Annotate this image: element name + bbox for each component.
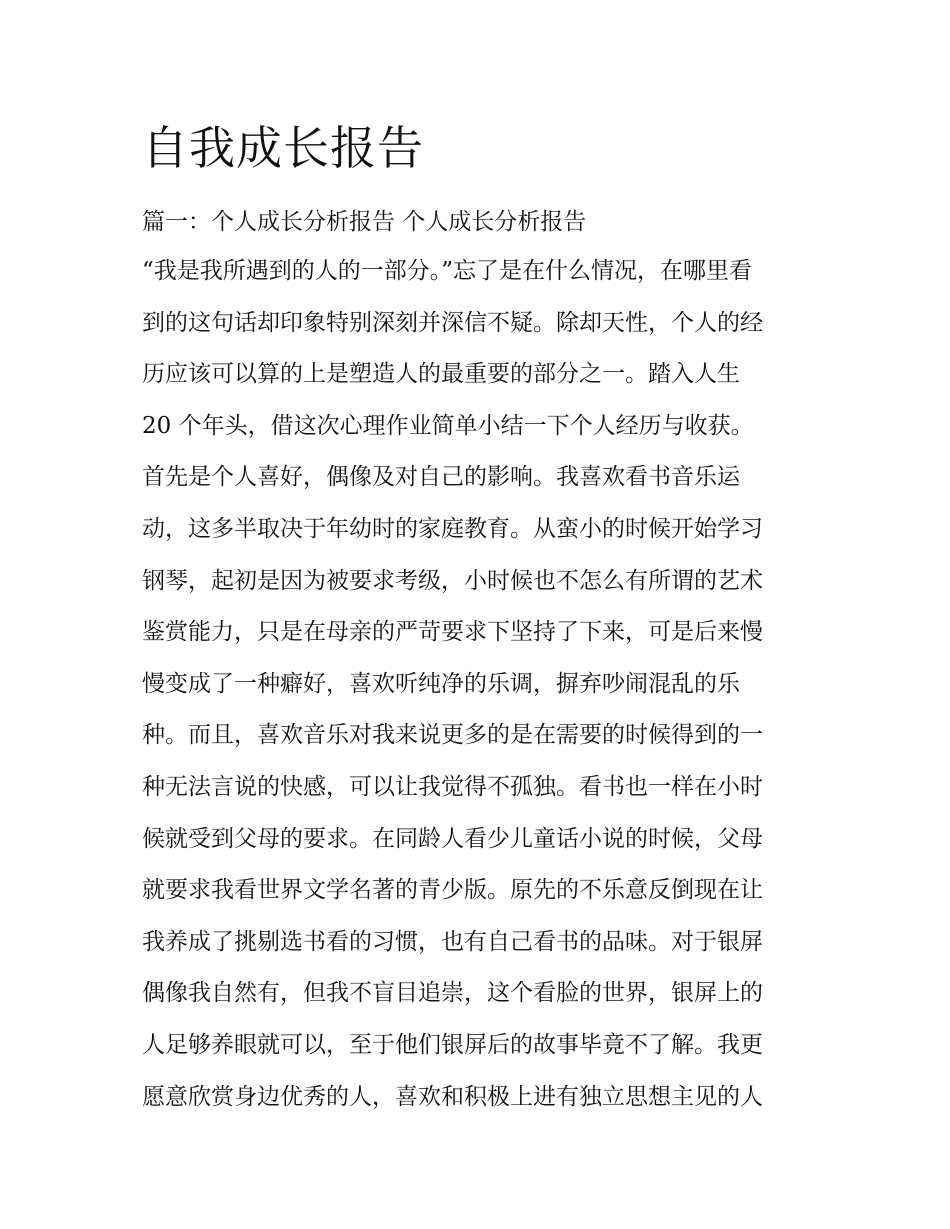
paragraph-line: 慢变成了一种癖好，喜欢听纯净的乐调，摒弃吵闹混乱的乐 [142, 670, 740, 697]
paragraph-line: 首先是个人喜好，偶像及对自己的影响。我喜欢看书音乐运 [142, 464, 740, 491]
paragraph-line: 候就受到父母的要求。在同龄人看少儿童话小说的时候，父母 [142, 825, 763, 852]
paragraph-line: 愿意欣赏身边优秀的人，喜欢和积极上进有独立思想主见的人 [142, 1083, 763, 1110]
paragraph-line: 历应该可以算的上是塑造人的最重要的部分之一。踏入人生 [142, 361, 740, 388]
paragraph-line: 钢琴，起初是因为被要求考级，小时候也不怎么有所谓的艺术 [142, 567, 763, 594]
document-title: 自我成长报告 [142, 121, 424, 175]
paragraph-line: 到的这句话却印象特别深刻并深信不疑。除却天性，个人的经 [142, 309, 763, 336]
paragraph-line: 20 个年头，借这次心理作业简单小结一下个人经历与收获。 [142, 412, 754, 439]
paragraph-line: 就要求我看世界文学名著的青少版。原先的不乐意反倒现在让 [142, 877, 763, 904]
paragraph-line: 人足够养眼就可以，至于他们银屏后的故事毕竟不了解。我更 [142, 1031, 763, 1058]
paragraph-line: 偶像我自然有，但我不盲目追崇，这个看脸的世界，银屏上的 [142, 980, 763, 1007]
paragraph-line: 鉴赏能力，只是在母亲的严苛要求下坚持了下来，可是后来慢 [142, 619, 763, 646]
paragraph-line: “我是我所遇到的人的一部分。”忘了是在什么情况，在哪里看 [142, 258, 753, 284]
document-body [142, 198, 822, 1123]
paragraph-line: 种无法言说的快感，可以让我觉得不孤独。看书也一样在小时 [142, 773, 763, 800]
paragraph-line: 种。而且，喜欢音乐对我来说更多的是在需要的时候得到的一 [142, 722, 763, 749]
section-heading: 篇一：个人成长分析报告 个人成长分析报告 [142, 209, 587, 235]
paragraph-line: 动，这多半取决于年幼时的家庭教育。从蛮小的时候开始学习 [142, 515, 763, 542]
paragraph-line: 我养成了挑剔选书看的习惯，也有自己看书的品味。对于银屏 [142, 928, 763, 955]
